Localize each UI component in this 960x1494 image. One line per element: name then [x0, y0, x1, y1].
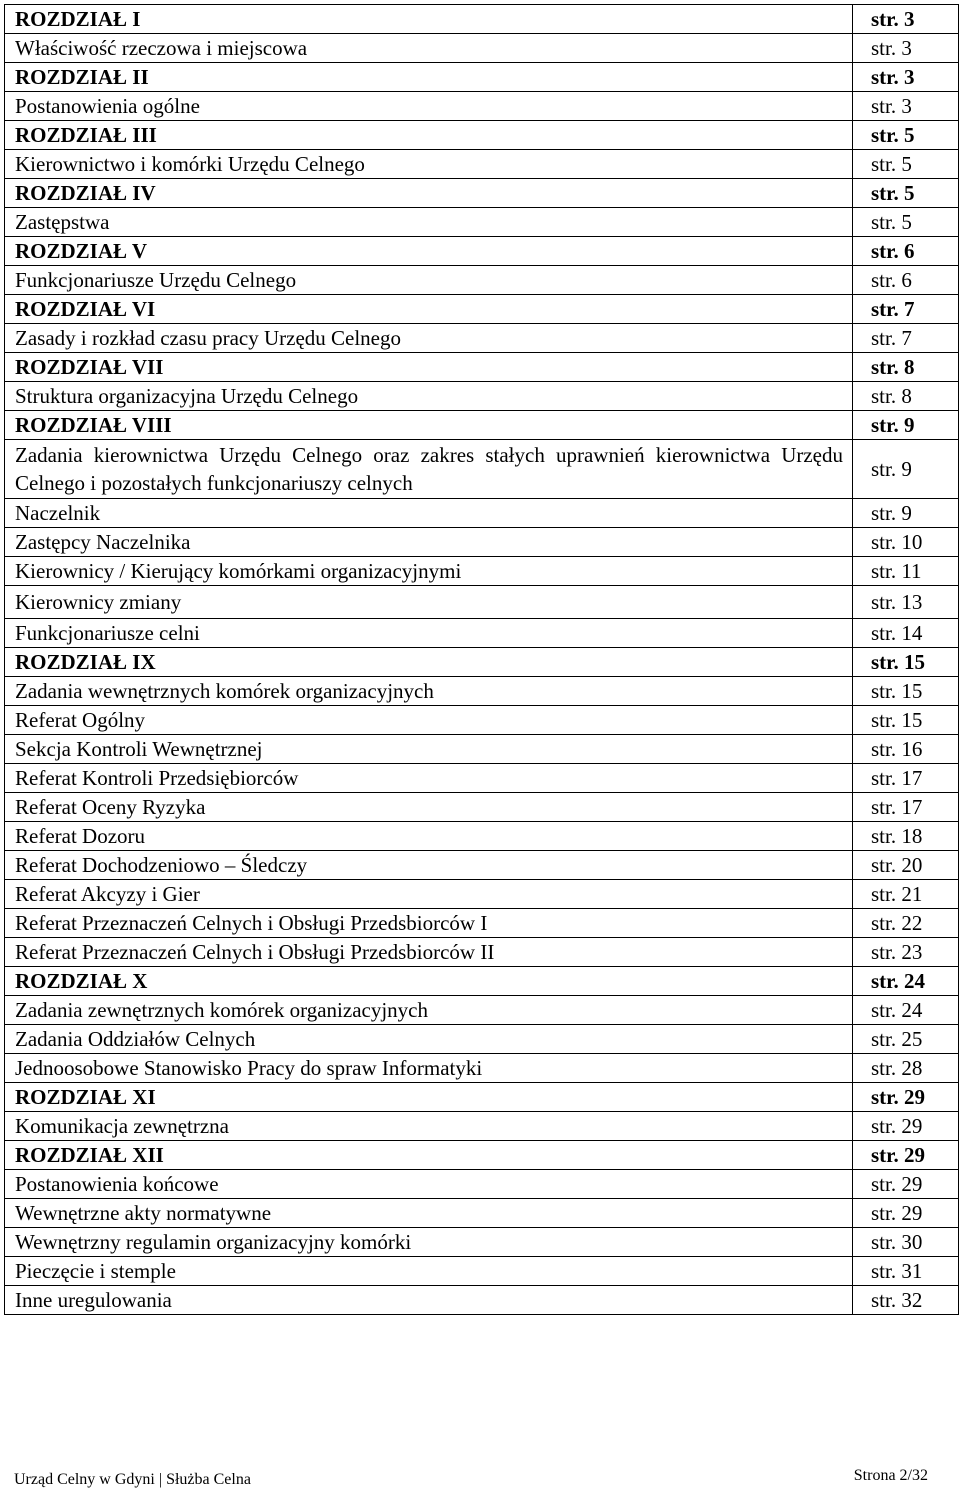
toc-entry-title: Struktura organizacyjna Urzędu Celnego: [5, 382, 853, 411]
toc-chapter-row: [5, 411, 959, 440]
toc-entry-title: Wewnętrzny regulamin organizacyjny komórki: [5, 1228, 853, 1257]
toc-entry-page: str. 3: [853, 63, 959, 92]
toc-section-row: [5, 996, 959, 1025]
toc-entry-title: Wewnętrzne akty normatywne: [5, 1199, 853, 1228]
toc-section-row: [5, 822, 959, 851]
toc-entry-title: Zadania Oddziałów Celnych: [5, 1025, 853, 1054]
toc-section-row: [5, 528, 959, 557]
toc-entry-page: str. 10: [853, 528, 959, 557]
toc-entry-page: str. 7: [853, 324, 959, 353]
toc-chapter-row: [5, 648, 959, 677]
toc-entry-page: str. 15: [853, 677, 959, 706]
toc-section-row: [5, 851, 959, 880]
toc-entry-title: Właściwość rzeczowa i miejscowa: [5, 34, 853, 63]
toc-entry-page: str. 29: [853, 1199, 959, 1228]
toc-entry-title: Zadania wewnętrznych komórek organizacyjnych: [5, 677, 853, 706]
toc-entry-page: str. 6: [853, 266, 959, 295]
toc-entry-page: str. 9: [853, 440, 959, 499]
toc-entry-title: Postanowienia końcowe: [5, 1170, 853, 1199]
toc-section-row: [5, 440, 959, 499]
toc-chapter-row: [5, 5, 959, 34]
toc-entry-title: Funkcjonariusze celni: [5, 619, 853, 648]
toc-entry-title: Zastępcy Naczelnika: [5, 528, 853, 557]
toc-section-row: [5, 266, 959, 295]
toc-entry-title: ROZDZIAŁ II: [5, 63, 853, 92]
toc-entry-page: str. 24: [853, 996, 959, 1025]
toc-section-row: [5, 1257, 959, 1286]
toc-chapter-row: [5, 1083, 959, 1112]
toc-entry-page: str. 6: [853, 237, 959, 266]
toc-entry-page: str. 14: [853, 619, 959, 648]
toc-section-row: [5, 1025, 959, 1054]
toc-entry-page: str. 3: [853, 5, 959, 34]
toc-entry-page: str. 31: [853, 1257, 959, 1286]
toc-entry-page: str. 8: [853, 382, 959, 411]
toc-entry-page: str. 18: [853, 822, 959, 851]
toc-entry-title: Referat Kontroli Przedsiębiorców: [5, 764, 853, 793]
toc-entry-page: str. 32: [853, 1286, 959, 1315]
toc-section-row: [5, 208, 959, 237]
toc-section-row: [5, 764, 959, 793]
toc-entry-page: str. 5: [853, 150, 959, 179]
toc-chapter-row: [5, 63, 959, 92]
toc-section-row: [5, 880, 959, 909]
toc-section-row: [5, 586, 959, 619]
toc-section-row: [5, 557, 959, 586]
toc-entry-page: str. 23: [853, 938, 959, 967]
toc-section-row: [5, 938, 959, 967]
toc-entry-page: str. 29: [853, 1141, 959, 1170]
toc-entry-title: ROZDZIAŁ III: [5, 121, 853, 150]
toc-entry-title: Jednoosobowe Stanowisko Pracy do spraw Informatyki: [5, 1054, 853, 1083]
toc-entry-title: Referat Przeznaczeń Celnych i Obsługi Przedsbiorców II: [5, 938, 853, 967]
toc-entry-page: str. 16: [853, 735, 959, 764]
toc-section-row: [5, 1112, 959, 1141]
toc-entry-title: Pieczęcie i stemple: [5, 1257, 853, 1286]
toc-section-row: [5, 150, 959, 179]
toc-section-row: [5, 1170, 959, 1199]
toc-section-row: [5, 909, 959, 938]
toc-section-row: [5, 382, 959, 411]
footer-page-number: Strona 2/32: [853, 1467, 928, 1484]
toc-chapter-row: [5, 179, 959, 208]
toc-section-row: [5, 499, 959, 528]
toc-entry-page: str. 11: [853, 557, 959, 586]
toc-entry-page: str. 13: [853, 586, 959, 619]
toc-entry-page: str. 24: [853, 967, 959, 996]
toc-entry-title: Funkcjonariusze Urzędu Celnego: [5, 266, 853, 295]
toc-entry-title: Referat Ogólny: [5, 706, 853, 735]
toc-section-row: [5, 706, 959, 735]
toc-chapter-row: [5, 295, 959, 324]
toc-section-row: [5, 1199, 959, 1228]
toc-entry-page: str. 29: [853, 1112, 959, 1141]
toc-entry-page: str. 17: [853, 793, 959, 822]
toc-entry-title: Kierownictwo i komórki Urzędu Celnego: [5, 150, 853, 179]
toc-section-row: [5, 1286, 959, 1315]
toc-entry-title: Zastępstwa: [5, 208, 853, 237]
toc-entry-title: ROZDZIAŁ I: [5, 5, 853, 34]
toc-entry-title: Kierownicy / Kierujący komórkami organizacyjnymi: [5, 557, 853, 586]
toc-entry-page: str. 21: [853, 880, 959, 909]
toc-entry-title: Referat Oceny Ryzyka: [5, 793, 853, 822]
toc-entry-page: str. 7: [853, 295, 959, 324]
toc-entry-page: str. 17: [853, 764, 959, 793]
toc-entry-page: str. 29: [853, 1083, 959, 1112]
toc-body: [5, 5, 959, 1315]
toc-section-row: [5, 1228, 959, 1257]
toc-entry-title: Referat Dozoru: [5, 822, 853, 851]
toc-entry-page: str. 5: [853, 179, 959, 208]
toc-entry-page: str. 25: [853, 1025, 959, 1054]
toc-entry-title: Sekcja Kontroli Wewnętrznej: [5, 735, 853, 764]
toc-entry-title: ROZDZIAŁ VIII: [5, 411, 853, 440]
toc-entry-page: str. 15: [853, 706, 959, 735]
toc-section-row: [5, 619, 959, 648]
toc-entry-page: str. 28: [853, 1054, 959, 1083]
toc-section-row: [5, 92, 959, 121]
toc-section-row: [5, 324, 959, 353]
toc-entry-title: Referat Akcyzy i Gier: [5, 880, 853, 909]
toc-entry-page: str. 5: [853, 121, 959, 150]
toc-entry-page: str. 8: [853, 353, 959, 382]
toc-entry-title: Zadania zewnętrznych komórek organizacyjnych: [5, 996, 853, 1025]
toc-entry-title: ROZDZIAŁ V: [5, 237, 853, 266]
toc-chapter-row: [5, 353, 959, 382]
toc-entry-title: ROZDZIAŁ XI: [5, 1083, 853, 1112]
toc-chapter-row: [5, 121, 959, 150]
toc-entry-page: str. 20: [853, 851, 959, 880]
table-of-contents: [4, 4, 959, 1315]
footer-office-name: Urząd Celny w Gdyni | Służba Celna: [14, 1471, 251, 1488]
toc-section-row: [5, 735, 959, 764]
toc-section-row: [5, 34, 959, 63]
toc-entry-title: ROZDZIAŁ IX: [5, 648, 853, 677]
toc-entry-title: Naczelnik: [5, 499, 853, 528]
toc-entry-page: str. 22: [853, 909, 959, 938]
toc-section-row: [5, 1054, 959, 1083]
toc-entry-page: str. 15: [853, 648, 959, 677]
toc-entry-title: ROZDZIAŁ X: [5, 967, 853, 996]
toc-entry-title: ROZDZIAŁ VI: [5, 295, 853, 324]
toc-section-row: [5, 677, 959, 706]
toc-entry-title: Inne uregulowania: [5, 1286, 853, 1315]
toc-entry-page: str. 9: [853, 499, 959, 528]
toc-chapter-row: [5, 237, 959, 266]
toc-entry-page: str. 30: [853, 1228, 959, 1257]
toc-entry-page: str. 3: [853, 34, 959, 63]
toc-entry-title: Komunikacja zewnętrzna: [5, 1112, 853, 1141]
toc-chapter-row: [5, 967, 959, 996]
toc-entry-title: Referat Przeznaczeń Celnych i Obsługi Przedsbiorców I: [5, 909, 853, 938]
toc-entry-page: str. 29: [853, 1170, 959, 1199]
toc-entry-page: str. 9: [853, 411, 959, 440]
toc-entry-title: Kierownicy zmiany: [5, 586, 853, 619]
toc-chapter-row: [5, 1141, 959, 1170]
toc-entry-title: ROZDZIAŁ VII: [5, 353, 853, 382]
toc-section-row: [5, 793, 959, 822]
toc-entry-title: Zadania kierownictwa Urzędu Celnego oraz zakres stałych uprawnień kierownictwa Urzędu Celnego i pozostałych funkcjonariuszy celnych: [5, 440, 853, 499]
toc-entry-page: str. 5: [853, 208, 959, 237]
toc-entry-title: Postanowienia ogólne: [5, 92, 853, 121]
toc-entry-title: Zasady i rozkład czasu pracy Urzędu Celnego: [5, 324, 853, 353]
toc-entry-title: Referat Dochodzeniowo – Śledczy: [5, 851, 853, 880]
toc-entry-title: ROZDZIAŁ IV: [5, 179, 853, 208]
toc-entry-title: ROZDZIAŁ XII: [5, 1141, 853, 1170]
toc-entry-page: str. 3: [853, 92, 959, 121]
